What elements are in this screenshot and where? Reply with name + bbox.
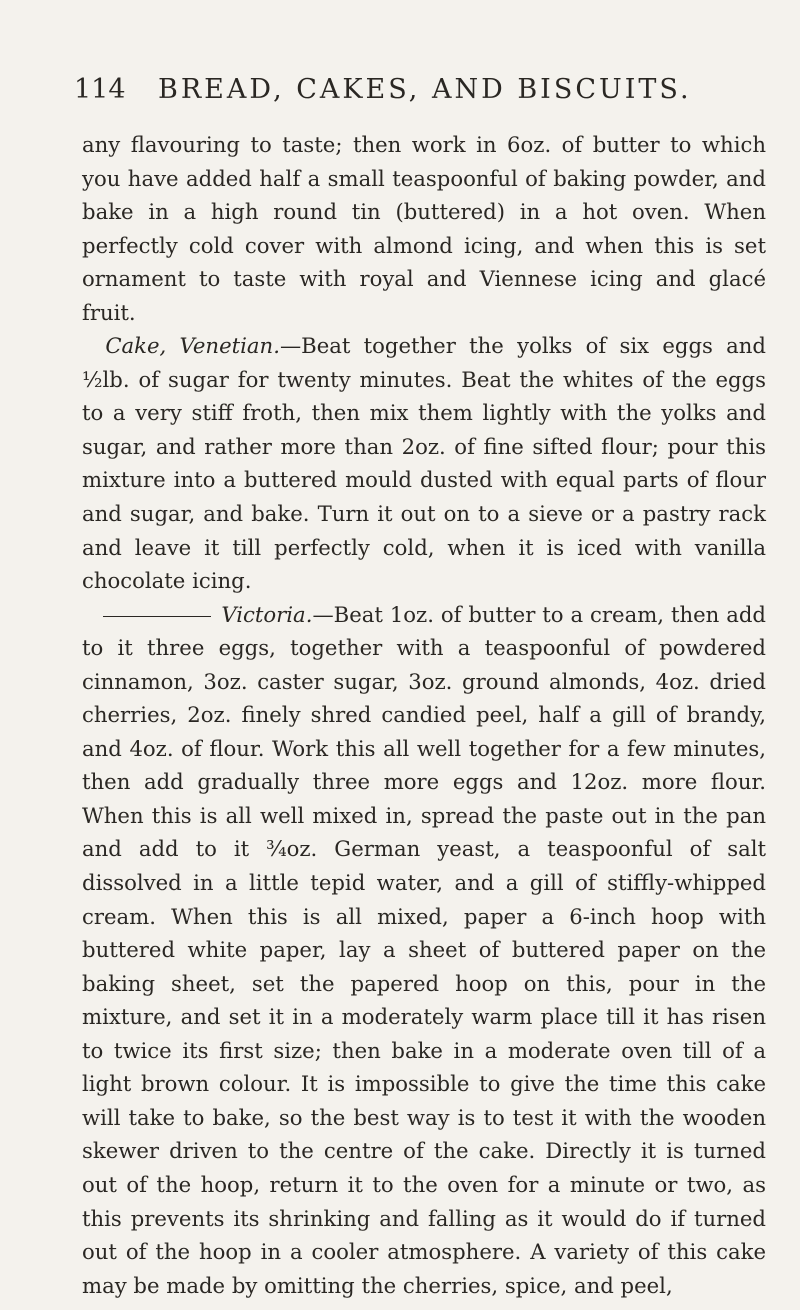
body-text — [82, 128, 766, 1302]
recipe-cake-venetian — [82, 329, 766, 597]
running-head: BREAD, CAKES, AND BISCUITS. — [158, 74, 692, 105]
recipe-title: Victoria. — [221, 601, 313, 627]
page-number: 114 — [74, 74, 126, 105]
recipe-text: —Beat 1oz. of butter to a cream, then add to it three eggs, together with a teaspoonful of powdered cinnamon, 3oz. caster sugar, 3oz. ground almonds, 4oz. dried cherries, 2oz. finely shred candied peel, half a gill of brandy, and 4oz. of flour. Work this all well together for a few minutes, then add gradually three more eggs and 12oz. more flour. When this is all well mixed in, spread the paste out in the pan and add to it ¾oz. German yeast, a teaspoonful of salt dissolved in a little tepid water, and a gill of stiffly-whipped cream. When this is all mixed, paper a 6-inch hoop with buttered white paper, lay a sheet of buttered paper on the baking sheet, set the papered hoop on this, pour in the mixture, and set it in a moderately warm place till it has risen to twice its first size; then bake in a moderate oven till of a light brown colour. It is impossible to give the time this cake will take to bake, so the best way is to test it with the wooden skewer driven to the centre of the cake. Directly it is turned out of the hoop, return it to the oven for a minute or two, as this prevents its shrinking and falling as it would do if turned out of the hoop in a cooler atmosphere. A variety of this cake may be made by omitting the cherries, spice, and peel, — [82, 601, 766, 1298]
paragraph-continuation — [82, 128, 766, 329]
recipe-text: —Beat together the yolks of six eggs and ½lb. of sugar for twenty minutes. Beat the whites of the eggs to a very stiff froth, then mix them lightly with the yolks and sugar, and rather more than 2oz. of fine sifted flour; pour this mixture into a buttered mould dusted with equal parts of flour and sugar, and bake. Turn it out on to a sieve or a pastry rack and leave it till perfectly cold, when it is iced with vanilla chocolate icing. — [82, 333, 766, 594]
recipe-victoria — [82, 598, 766, 1302]
ditto-dash — [103, 616, 211, 617]
paragraph-text: any flavouring to taste; then work in 6oz. of butter to which you have added half a small teaspoonful of baking powder, and bake in a high round tin (buttered) in a hot oven. When perfectly cold cover with almond icing, and when this is set ornament to taste with royal and Viennese icing and glacé fruit. — [82, 132, 766, 325]
page-header — [74, 74, 760, 114]
recipe-title: Cake, Venetian. — [105, 333, 280, 359]
